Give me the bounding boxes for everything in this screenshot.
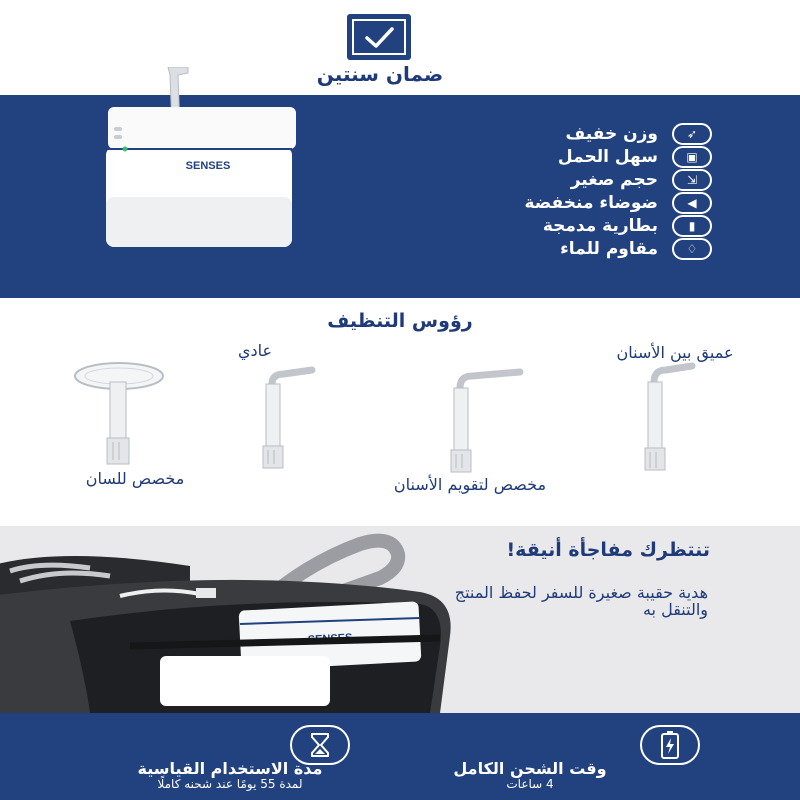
feature-item: ▮ بطارية مدمجة	[543, 215, 712, 237]
briefcase-icon: ▣	[672, 146, 712, 168]
tips-title: رؤوس التنظيف	[327, 310, 473, 332]
water-drop-icon: ♢	[672, 238, 712, 260]
tongue-cleaner-tip	[72, 360, 172, 472]
compact-size-icon: ⇲	[672, 169, 712, 191]
standard-tip	[252, 366, 327, 472]
tip-label-standard: عادي	[237, 341, 273, 360]
travel-case-section	[0, 526, 800, 713]
charge-subtitle: 4 ساعات	[506, 777, 554, 791]
feature-item: ▣ سهل الحمل	[558, 146, 712, 168]
feature-item: ♢ مقاوم للماء	[560, 238, 712, 260]
orthodontic-tip	[440, 368, 530, 476]
feature-item: ⇲ حجم صغير	[571, 169, 712, 191]
battery-info-section	[0, 713, 800, 800]
usage-subtitle: لمدة 55 يومًا عند شحنه كاملًا	[157, 777, 303, 791]
feather-icon: ➶	[672, 123, 712, 145]
cleaning-tips-section	[0, 298, 800, 526]
warranty-title: ضمان سنتين	[316, 62, 444, 86]
tip-label-tongue: مخصص للسان	[85, 469, 185, 488]
water-flosser-image	[100, 67, 300, 282]
usage-title: مدة الاستخدام القياسية	[137, 759, 323, 778]
features-section	[0, 95, 800, 298]
case-title: تنتظرك مفاجأة أنيقة!	[506, 539, 710, 561]
battery-icon: ▮	[672, 215, 712, 237]
charge-title: وقت الشحن الكامل	[453, 759, 607, 778]
feature-list	[382, 95, 712, 298]
device-brand: SENSES	[185, 160, 231, 172]
tip-label-deep: عميق بين الأسنان	[616, 343, 734, 362]
tip-label-orthodontic: مخصص لتقويم الأسنان	[393, 475, 547, 494]
shield-check-icon	[345, 12, 413, 64]
low-volume-icon: ◀	[672, 192, 712, 214]
case-description: هدية حقيبة صغيرة للسفر لحفظ المنتج والتنقل به	[454, 583, 708, 619]
usage-time-block	[80, 713, 380, 800]
feature-item: ➶ وزن خفيف	[566, 123, 712, 145]
feature-item: ◀ ضوضاء منخفضة	[524, 192, 712, 214]
deep-interdental-tip	[630, 362, 700, 476]
charge-time-block	[440, 713, 740, 800]
